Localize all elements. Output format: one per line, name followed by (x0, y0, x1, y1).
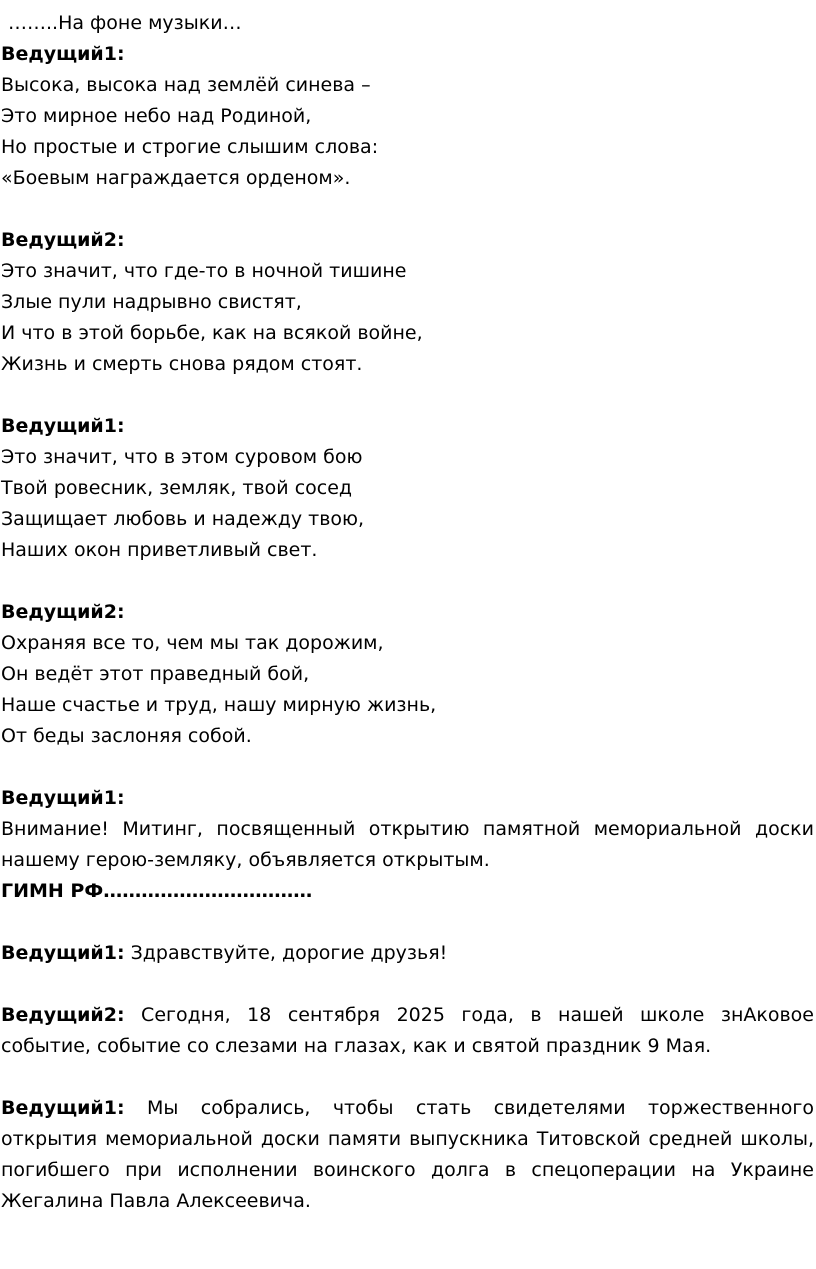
verse-line: Злые пули надрывно свистят, (1, 291, 302, 313)
event-text: Сегодня, 18 сентября 2025 года, в нашей школе знАковое событие, событие со слезами на глазах, как и святой праздник 9 Мая. (1, 1004, 814, 1057)
blank-line (1, 380, 814, 411)
verse-line: Наше счастье и труд, нашу мирную жизнь, (1, 694, 437, 716)
verse-line: Это мирное небо над Родиной, (1, 105, 312, 127)
blank-line (1, 194, 814, 225)
verse-line: Высока, высока над землёй синева – (1, 74, 371, 96)
verse-line: Это значит, что где-то в ночной тишине (1, 260, 407, 282)
verse-block-1 (1, 39, 814, 194)
announcement-block (1, 783, 814, 907)
blank-line (1, 1062, 814, 1093)
verse-block-4 (1, 597, 814, 752)
verse-line: Охраняя все то, чем мы так дорожим, (1, 632, 384, 654)
verse-line: И что в этой борьбе, как на всякой войне, (1, 322, 423, 344)
verse-line: Он ведёт этот праведный бой, (1, 663, 310, 685)
speaker-label: Ведущий1: (1, 415, 125, 437)
anthem-cue: ГИМН РФ…………………………… (1, 880, 313, 902)
blank-line (1, 752, 814, 783)
speaker-label: Ведущий1: (1, 1097, 125, 1119)
verse-line: Защищает любовь и надежду твою, (1, 508, 365, 530)
verse-line: Это значит, что в этом суровом бою (1, 446, 363, 468)
event-paragraph (1, 1000, 814, 1062)
speaker-label: Ведущий2: (1, 1004, 125, 1026)
greeting-text: Здравствуйте, дорогие друзья! (124, 942, 448, 964)
speaker-label: Ведущий1: (1, 942, 125, 964)
speaker-label: Ведущий1: (1, 787, 125, 809)
verse-line: От беды заслоняя собой. (1, 725, 252, 747)
blank-line (1, 969, 814, 1000)
verse-block-2 (1, 225, 814, 380)
blank-line (1, 566, 814, 597)
greeting-paragraph (1, 938, 814, 969)
purpose-paragraph (1, 1093, 814, 1217)
verse-line: Но простые и строгие слышим слова: (1, 136, 379, 158)
speaker-label: Ведущий2: (1, 229, 125, 251)
verse-line: Жизнь и смерть снова рядом стоят. (1, 353, 363, 375)
verse-line: «Боевым награждается орденом». (1, 167, 351, 189)
verse-line: Наших окон приветливый свет. (1, 539, 318, 561)
speaker-label: Ведущий1: (1, 43, 125, 65)
verse-block-3 (1, 411, 814, 566)
announcement-text: Внимание! Митинг, посвященный открытию памятной мемориальной доски нашему герою-земляку, объявляется открытым. (1, 818, 814, 871)
verse-line: Твой ровесник, земляк, твой сосед (1, 477, 353, 499)
speaker-label: Ведущий2: (1, 601, 125, 623)
intro-note: ……..На фоне музыки… (8, 12, 242, 34)
blank-line (1, 907, 814, 938)
purpose-text: Мы собрались, чтобы стать свидетелями торжественного открытия мемориальной доски памяти выпускника Титовской средней школы, погибшего при исполнении воинского долга в спецоперации на Украине Жегалина Павла Алексеевича. (1, 1097, 814, 1212)
